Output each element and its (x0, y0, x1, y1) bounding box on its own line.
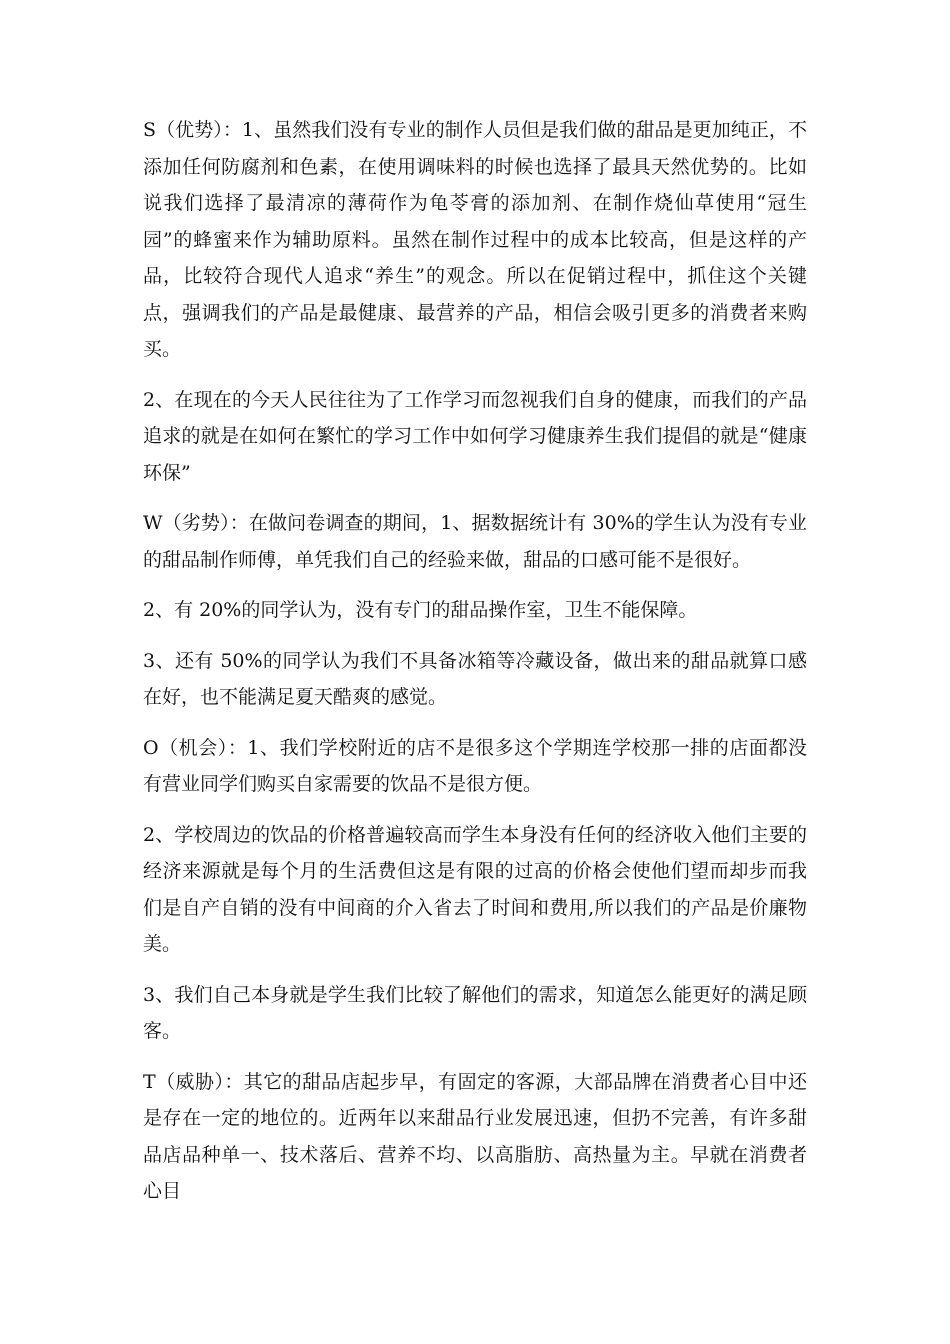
paragraph-strengths-1: S（优势）：1、虽然我们没有专业的制作人员但是我们做的甜品是更加纯正，不添加任何防腐剂和色素，在使用调味料的时候也选择了最具天然优势的。比如说我们选择了最清凉的薄荷作为龟苓膏的添加剂、在制作烧仙草使用“冠生园”的蜂蜜来作为辅助原料。虽然在制作过程中的成本比较高，但是这样的产品，比较符合现代人追求“养生”的观念。所以在促销过程中，抓住这个关键点，强调我们的产品是最健康、最营养的产品，相信会吸引更多的消费者来购买。 (143, 119, 807, 360)
paragraph-opportunities-3: 3、我们自己本身就是学生我们比较了解他们的需求，知道怎么能更好的满足顾客。 (143, 983, 807, 1042)
paragraph-weaknesses-1: W（劣势）：在做问卷调查的期间，1、据数据统计有 30%的学生认为没有专业的甜品制作师傅，单凭我们自己的经验来做，甜品的口感可能不是很好。 (143, 512, 807, 571)
document-body (143, 112, 807, 1224)
paragraph-opportunities-2: 2、学校周边的饮品的价格普遍较高而学生本身没有任何的经济收入他们主要的经济来源就是每个月的生活费但这是有限的过高的价格会使他们望而却步而我们是自产自销的没有中间商的介入省去了时间和费用,所以我们的产品是价廉物美。 (143, 823, 807, 955)
paragraph-weaknesses-3: 3、还有 50%的同学认为我们不具备冰箱等冷藏设备，做出来的甜品就算口感在好，也不能满足夏天酷爽的感觉。 (143, 649, 807, 708)
paragraph-threats-1: T（威胁）：其它的甜品店起步早，有固定的客源，大部品牌在消费者心目中还是存在一定的地位的。近两年以来甜品行业发展迅速，但扔不完善，有许多甜品店品种单一、技术落后、营养不均、以高脂肪、高热量为主。早就在消费者心目 (143, 1070, 807, 1202)
paragraph-opportunities-1: O（机会）：1、我们学校附近的店不是很多这个学期连学校那一排的店面都没有营业同学们购买自家需要的饮品不是很方便。 (143, 736, 807, 795)
paragraph-strengths-2: 2、在现在的今天人民往往为了工作学习而忽视我们自身的健康，而我们的产品追求的就是在如何在繁忙的学习工作中如何学习健康养生我们提倡的就是“健康环保” (143, 388, 807, 484)
paragraph-weaknesses-2: 2、有 20%的同学认为，没有专门的甜品操作室，卫生不能保障。 (143, 599, 698, 621)
